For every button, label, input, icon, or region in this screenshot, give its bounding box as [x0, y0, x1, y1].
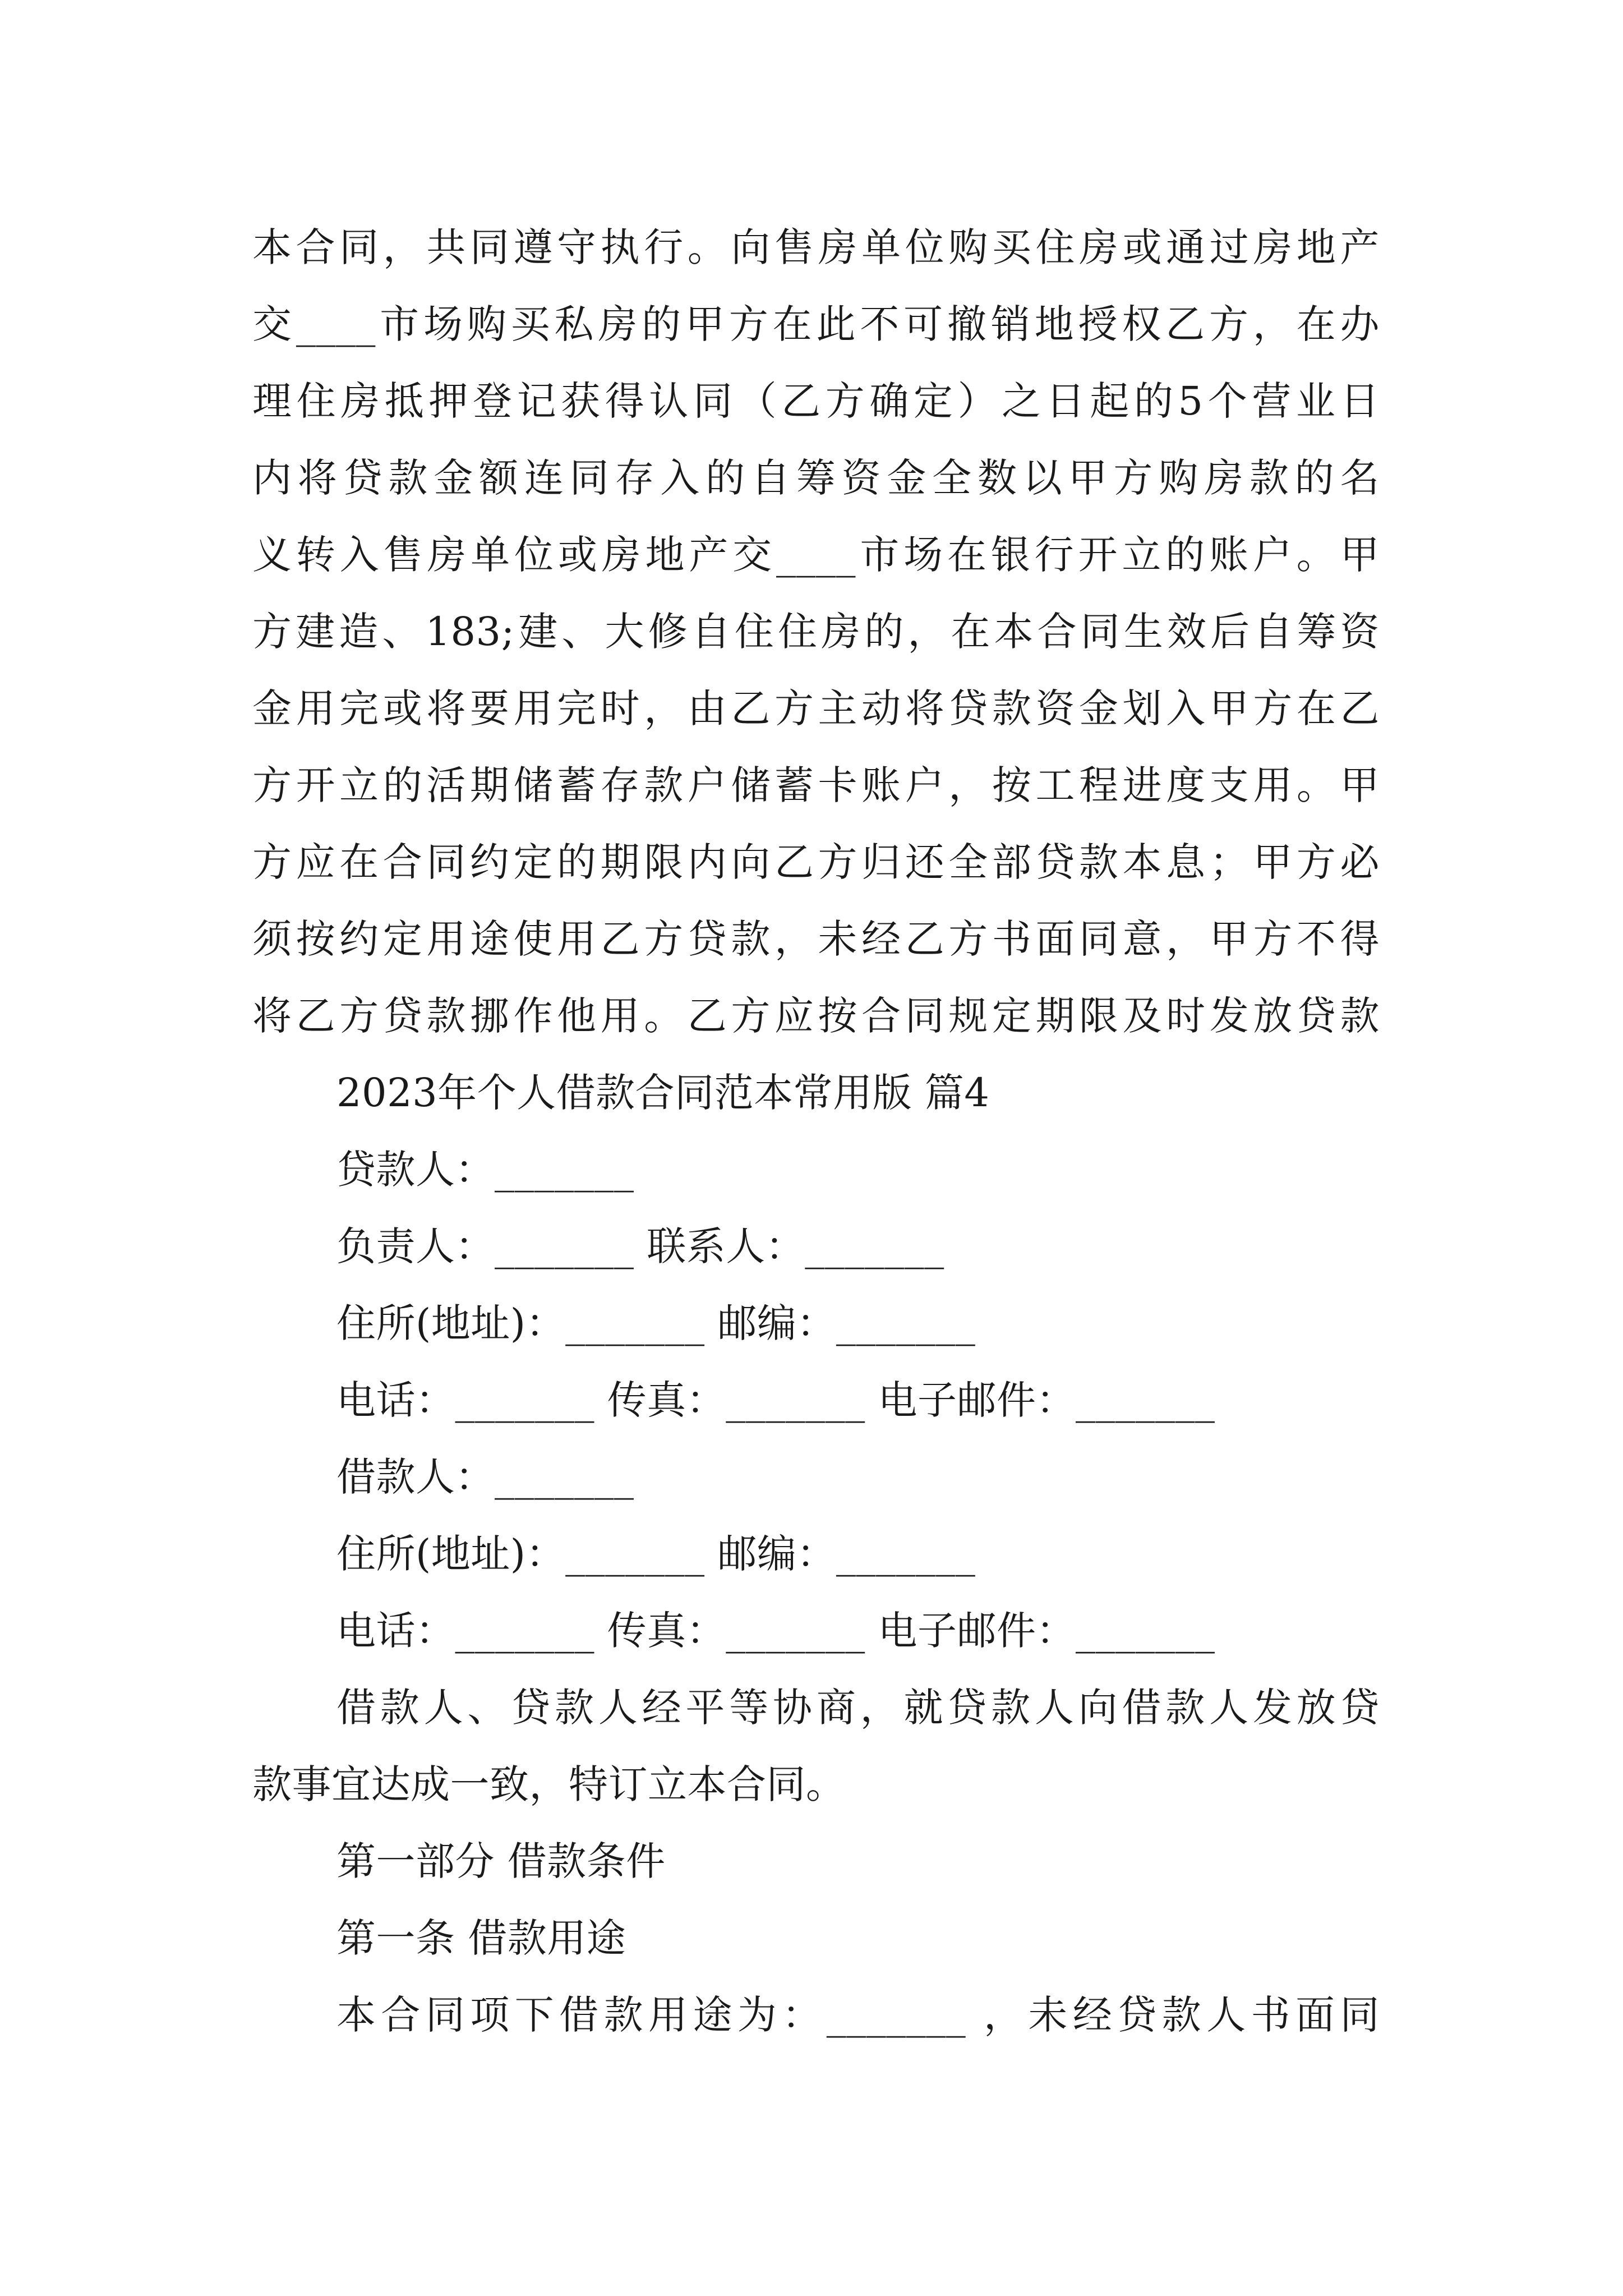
body-text-line: 义转入售房单位或房地产交____市场在银行开立的账户。甲 — [252, 532, 1380, 578]
body-text-line: 内将贷款金额连同存入的自筹资金全数以甲方购房款的名 — [252, 455, 1380, 501]
lender-contacts-field: 负责人：_______ 联系人：_______ — [336, 1223, 944, 1269]
body-text-line: 将乙方贷款挪作他用。乙方应按合同规定期限及时发放贷款 — [252, 993, 1380, 1039]
borrower-address-field: 住所(地址)：_______ 邮编：_______ — [336, 1531, 976, 1577]
body-text-line: 本合同，共同遵守执行。向售房单位购买住房或通过房地产 — [252, 224, 1380, 270]
lender-field: 贷款人：_______ — [336, 1147, 634, 1193]
body-text-line: 金用完或将要用完时，由乙方主动将贷款资金划入甲方在乙 — [252, 685, 1380, 731]
article-title: 第一条 借款用途 — [336, 1915, 626, 1961]
lender-address-field: 住所(地址)：_______ 邮编：_______ — [336, 1300, 976, 1346]
body-text-line: 交____市场购买私房的甲方在此不可撤销地授权乙方，在办 — [252, 301, 1380, 347]
section-title: 2023年个人借款合同范本常用版 篇4 — [336, 1070, 990, 1116]
borrower-phone-field: 电话：_______ 传真：_______ 电子邮件：_______ — [336, 1608, 1215, 1654]
document-body — [252, 209, 1380, 2054]
body-text-line: 理住房抵押登记获得认同（乙方确定）之日起的5个营业日 — [252, 378, 1380, 424]
agreement-text-line: 款事宜达成一致，特订立本合同。 — [252, 1761, 846, 1807]
lender-phone-field: 电话：_______ 传真：_______ 电子邮件：_______ — [336, 1377, 1215, 1423]
agreement-text-line: 借款人、贷款人经平等协商，就贷款人向借款人发放贷 — [336, 1685, 1380, 1731]
body-text-line: 须按约定用途使用乙方贷款，未经乙方书面同意，甲方不得 — [252, 916, 1380, 962]
body-text-line: 方建造、183;建、大修自住住房的，在本合同生效后自筹资 — [252, 609, 1380, 655]
part-title: 第一部分 借款条件 — [336, 1838, 666, 1884]
borrower-field: 借款人：_______ — [336, 1454, 634, 1500]
body-text-line: 方应在合同约定的期限内向乙方归还全部贷款本息；甲方必 — [252, 839, 1380, 885]
purpose-text-line: 本合同项下借款用途为：_______ ，未经贷款人书面同 — [336, 1992, 1380, 2038]
body-text-line: 方开立的活期储蓄存款户储蓄卡账户，按工程进度支用。甲 — [252, 762, 1380, 808]
